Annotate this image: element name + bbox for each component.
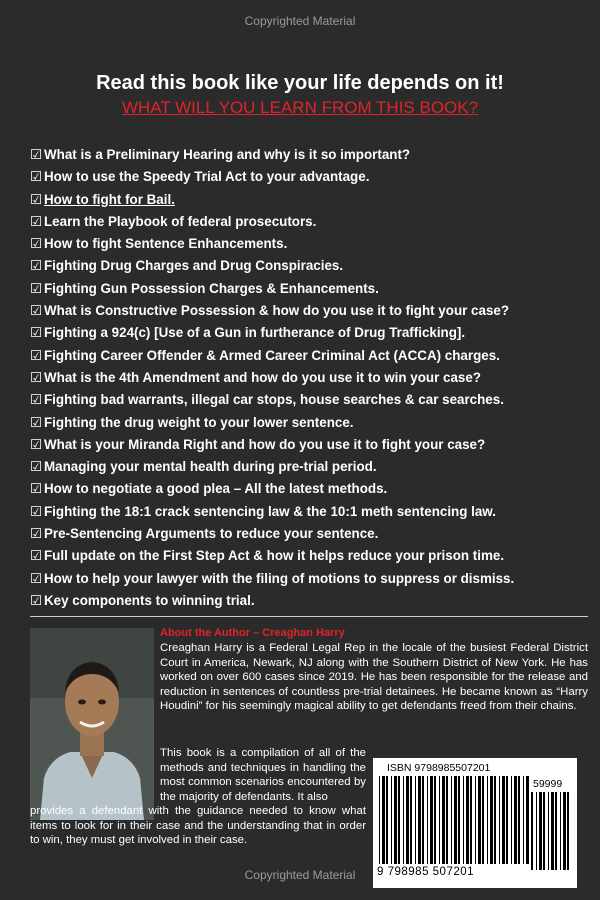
topic-text: Fighting the 18:1 crack sentencing law & the 10:1 meth sentencing law.: [44, 503, 496, 519]
checkbox-icon: ☑: [30, 592, 43, 608]
topic-item: [30, 501, 590, 523]
topic-item: [30, 590, 590, 612]
topic-item: [30, 255, 590, 277]
topic-text: Full update on the First Step Act & how it helps reduce your prison time.: [44, 548, 505, 564]
divider: [30, 616, 588, 617]
topic-item: [30, 233, 590, 255]
checkbox-icon: ☑: [30, 392, 43, 408]
checkbox-icon: ☑: [30, 213, 43, 229]
checkbox-icon: ☑: [30, 303, 43, 319]
topic-text: What is your Miranda Right and how do you use it to fight your case?: [44, 436, 486, 452]
price-code: 59999: [533, 778, 563, 790]
isbn-label: ISBN 9798985507201: [387, 762, 491, 774]
topic-text: Fighting Drug Charges and Drug Conspiracies.: [44, 258, 344, 274]
barcode-main-bars: [379, 776, 529, 868]
topic-text: How to use the Speedy Trial Act to your advantage.: [44, 169, 370, 185]
checkbox-icon: ☑: [30, 526, 43, 542]
topic-text: How to fight for Bail.: [44, 191, 175, 207]
checkbox-icon: ☑: [30, 236, 43, 252]
checkbox-icon: ☑: [30, 459, 43, 475]
checkbox-icon: ☑: [30, 347, 43, 363]
topic-item: [30, 211, 590, 233]
topic-item: [30, 322, 590, 344]
topic-text: Key components to winning trial.: [44, 592, 255, 608]
topic-item: [30, 389, 590, 411]
checkbox-icon: ☑: [30, 147, 43, 162]
topic-text: How to help your lawyer with the filing of motions to suppress or dismiss.: [44, 570, 515, 586]
topic-text: What is the 4th Amendment and how do you use it to win your case?: [44, 369, 481, 385]
topic-text: How to fight Sentence Enhancements.: [44, 236, 288, 252]
about-author-title: About the Author – Creaghan Harry: [160, 627, 345, 639]
watermark-bottom: Copyrighted Material: [244, 868, 356, 882]
topic-text: Pre-Sentencing Arguments to reduce your sentence.: [44, 526, 379, 542]
topic-item: [30, 545, 590, 567]
topic-text: Fighting Gun Possession Charges & Enhancements.: [44, 280, 379, 296]
headline: Read this book like your life depends on it!: [96, 72, 504, 94]
checkbox-icon: ☑: [30, 258, 43, 274]
checkbox-icon: ☑: [30, 169, 43, 185]
topic-item: [30, 189, 590, 211]
about-author-paragraph-2b: provides a defendant with the guidance needed to know what items to look for in their case and the understanding that in order to win, they must get involved in their case.: [30, 805, 366, 847]
about-author-paragraph-2a: This book is a compilation of all of the methods and techniques in handling the most common scenarios encountered by the majority of defendants. It also: [160, 747, 366, 803]
topic-item: [30, 523, 590, 545]
checkbox-icon: ☑: [30, 436, 43, 452]
topic-item: [30, 568, 590, 590]
topic-item: [30, 278, 590, 300]
watermark-top: Copyrighted Material: [244, 14, 356, 28]
topic-item: [30, 300, 590, 322]
topic-item: [30, 166, 590, 188]
topic-item: [30, 367, 590, 389]
checkbox-icon: ☑: [30, 191, 43, 207]
checkbox-icon: ☑: [30, 325, 43, 341]
topic-item: [30, 456, 590, 478]
checkbox-icon: ☑: [30, 481, 43, 497]
checkbox-icon: ☑: [30, 503, 43, 519]
checkbox-icon: ☑: [30, 414, 43, 430]
checkbox-icon: ☑: [30, 280, 43, 296]
author-photo: [30, 628, 154, 820]
topic-item: [30, 478, 590, 500]
topic-text: Fighting a 924(c) [Use of a Gun in furtherance of Drug Trafficking].: [44, 325, 466, 341]
topic-text: Learn the Playbook of federal prosecutors.: [44, 213, 317, 229]
topic-item: [30, 434, 590, 456]
isbn-digits: 9 798985 507201: [377, 866, 475, 878]
topic-text: Fighting Career Offender & Armed Career Criminal Act (ACCA) charges.: [44, 347, 500, 363]
topic-text: Fighting bad warrants, illegal car stops, house searches & car searches.: [44, 392, 504, 408]
topic-text: How to negotiate a good plea – All the latest methods.: [44, 481, 388, 497]
topic-list: [30, 144, 590, 612]
about-author-paragraph-1: Creaghan Harry is a Federal Legal Rep in the locale of the busiest Federal District Court in America, Newark, NJ along with the Southern District of New York. He has worked on over 600 cases since 2019. He has been responsible for the release and reduction in sentences of countless pre-trial detainees. He became known as “Harry Houdini” for his seemingly magical ability to get defendants freed from their chains.: [160, 642, 588, 713]
topic-text: What is Constructive Possession & how do you use it to fight your case?: [44, 303, 510, 319]
topic-text: Managing your mental health during pre-trial period.: [44, 459, 377, 475]
topic-item: [30, 412, 590, 434]
topic-text: Fighting the drug weight to your lower sentence.: [44, 414, 354, 430]
barcode-addon-bars: [531, 792, 571, 870]
topic-item: [30, 345, 590, 367]
topic-text: What is a Preliminary Hearing and why is it so important?: [44, 147, 411, 162]
subheading: WHAT WILL YOU LEARN FROM THIS BOOK?: [121, 98, 479, 117]
checkbox-icon: ☑: [30, 548, 43, 564]
checkbox-icon: ☑: [30, 570, 43, 586]
topic-item: [30, 144, 590, 166]
checkbox-icon: ☑: [30, 369, 43, 385]
